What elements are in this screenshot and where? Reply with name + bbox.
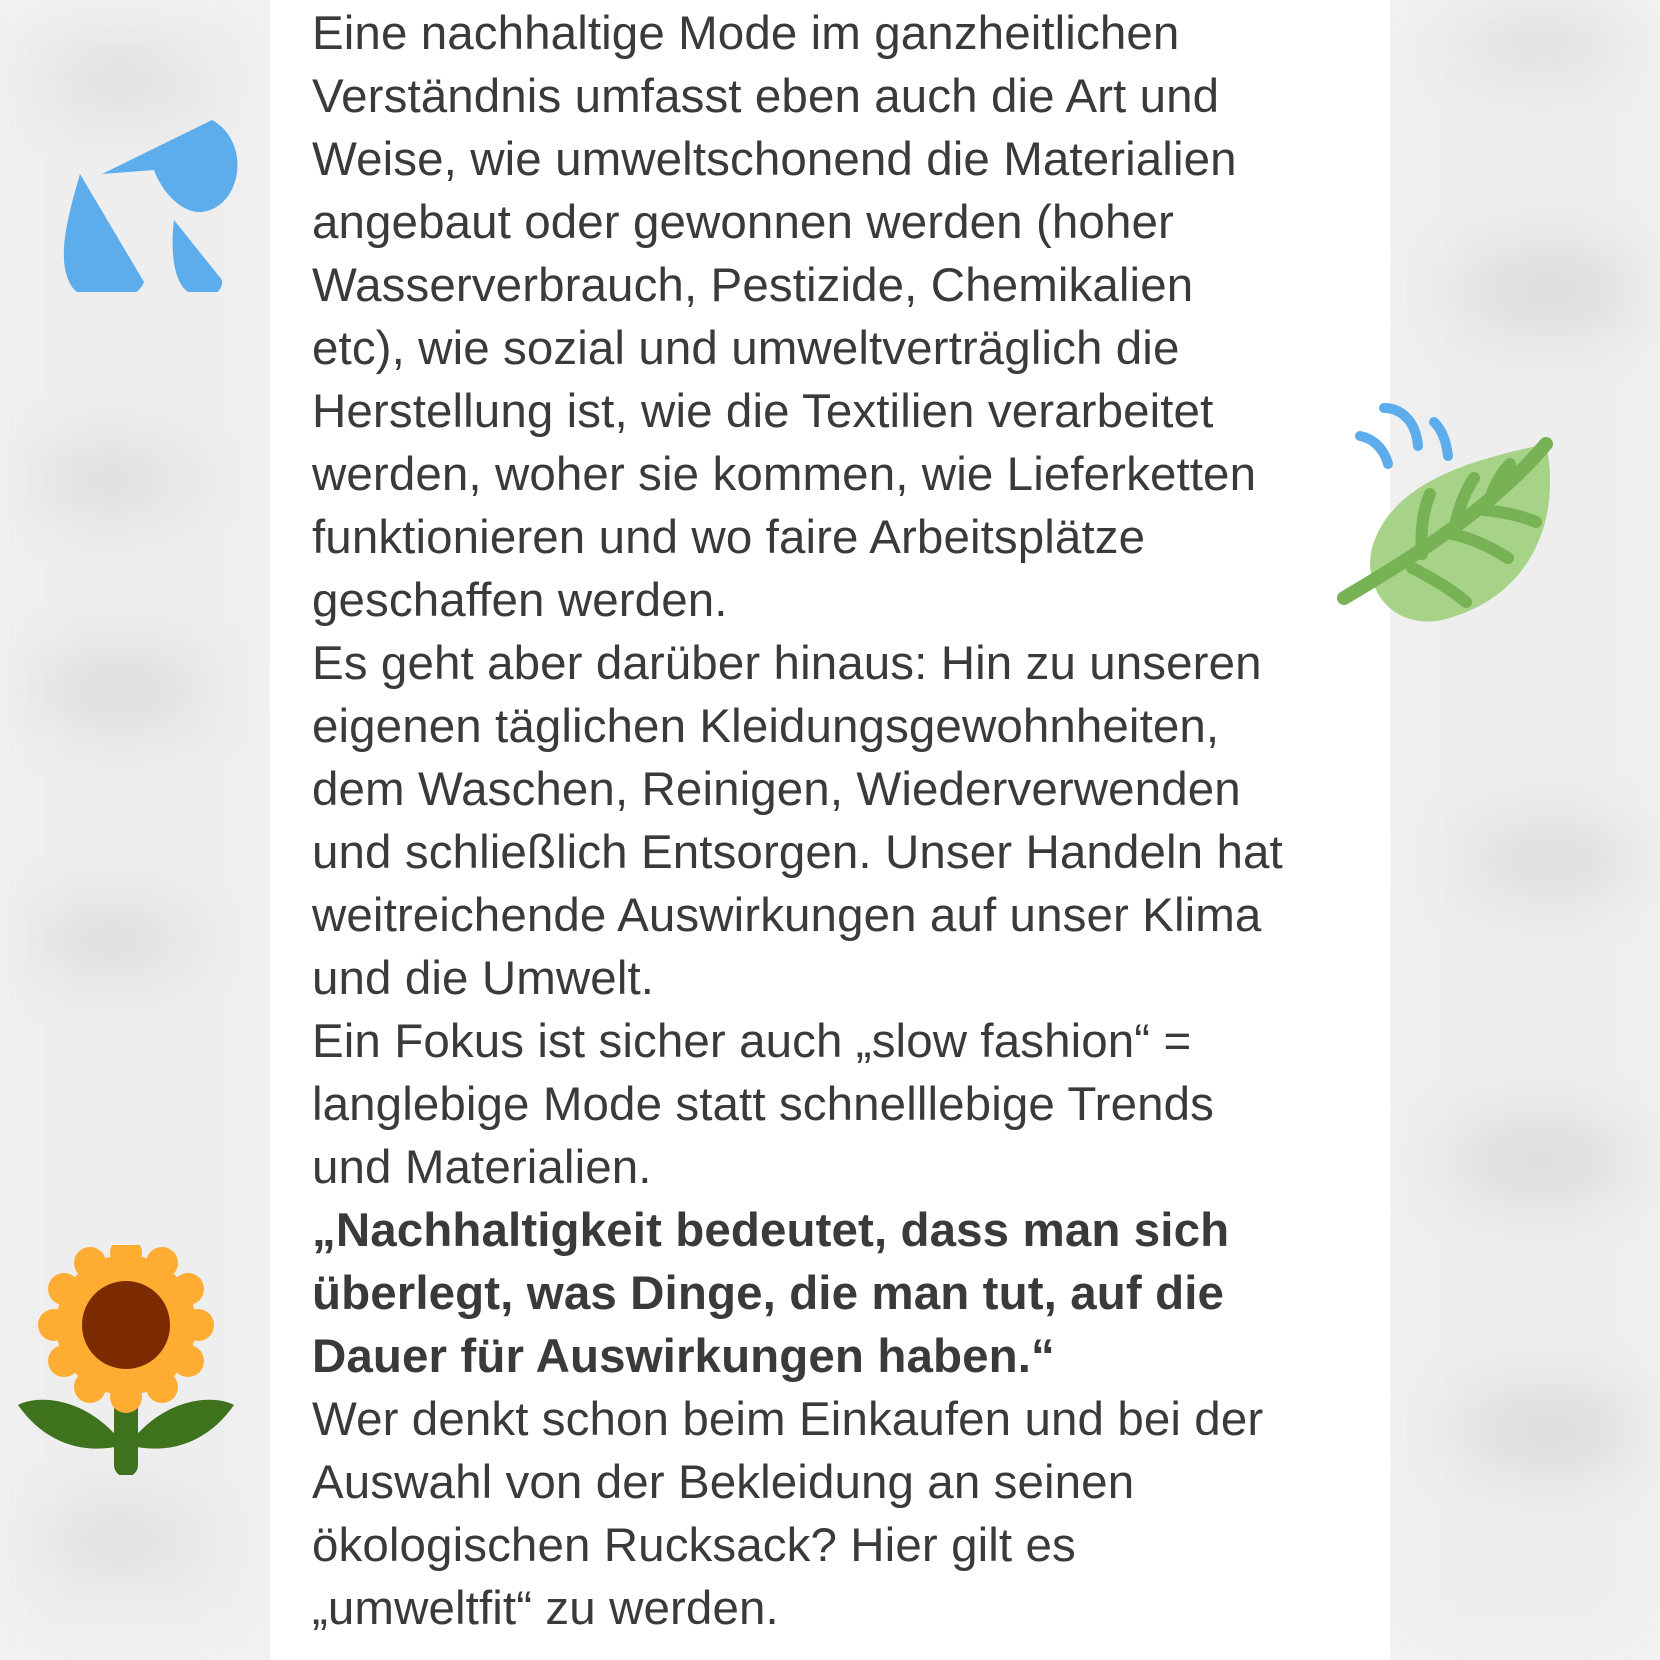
leaf-fluttering-icon	[1332, 398, 1562, 628]
background-right-blur	[1390, 0, 1660, 1660]
text-line: Weise, wie umweltschonend die Materialien	[312, 133, 1237, 186]
text-line: werden, woher sie kommen, wie Lieferketten	[312, 448, 1257, 501]
text-line: Auswahl von der Bekleidung an seinen	[312, 1456, 1135, 1509]
paragraph-3	[312, 1010, 1422, 1199]
medium-drop-shape	[64, 174, 144, 292]
paragraph-5	[312, 1388, 1422, 1640]
large-drop-shape	[102, 120, 237, 212]
text-line: Es geht aber darüber hinaus: Hin zu unseren	[312, 637, 1262, 690]
paragraph-1	[312, 2, 1422, 632]
text-line: ökologischen Rucksack? Hier gilt es	[312, 1519, 1076, 1572]
text-line: angebaut oder gewonnen werden (hoher	[312, 196, 1174, 249]
quote-line: überlegt, was Dinge, die man tut, auf die	[312, 1267, 1225, 1320]
flower-center	[82, 1281, 170, 1369]
text-line: Wasserverbrauch, Pestizide, Chemikalien	[312, 259, 1194, 312]
text-line: eigenen täglichen Kleidungsgewohnheiten,	[312, 700, 1220, 753]
text-line: Eine nachhaltige Mode im ganzheitlichen	[312, 7, 1180, 60]
wind-line	[1360, 436, 1388, 464]
text-line: funktionieren und wo faire Arbeitsplätze	[312, 511, 1146, 564]
text-line: Ein Fokus ist sicher auch „slow fashion“ =	[312, 1015, 1192, 1068]
article-text	[312, 2, 1422, 1640]
text-line: und die Umwelt.	[312, 952, 655, 1005]
text-line: Herstellung ist, wie die Textilien verarbeitet	[312, 385, 1214, 438]
quote-paragraph	[312, 1199, 1422, 1388]
paragraph-2	[312, 632, 1422, 1010]
text-line: „umweltfit“ zu werden.	[312, 1582, 779, 1635]
text-line: Verständnis umfasst eben auch die Art und	[312, 70, 1220, 123]
sweat-droplets-icon	[62, 112, 242, 292]
wind-line	[1434, 422, 1448, 456]
small-drop-shape	[173, 220, 223, 292]
text-line: geschaffen werden.	[312, 574, 728, 627]
text-line: und Materialien.	[312, 1141, 652, 1194]
quote-line: „Nachhaltigkeit bedeutet, dass man sich	[312, 1204, 1230, 1257]
text-line: weitreichende Auswirkungen auf unser Klima	[312, 889, 1262, 942]
leaf-left	[18, 1400, 124, 1449]
sunflower-icon	[16, 1245, 236, 1475]
text-line: etc), wie sozial und umweltverträglich die	[312, 322, 1180, 375]
text-line: Wer denkt schon beim Einkaufen und bei der	[312, 1393, 1264, 1446]
text-line: und schließlich Entsorgen. Unser Handeln hat	[312, 826, 1283, 879]
quote-line: Dauer für Auswirkungen haben.“	[312, 1330, 1055, 1383]
wind-line	[1384, 408, 1418, 446]
text-line: dem Waschen, Reinigen, Wiederverwenden	[312, 763, 1241, 816]
text-line: langlebige Mode statt schnelllebige Trends	[312, 1078, 1214, 1131]
leaf-right	[128, 1400, 234, 1449]
